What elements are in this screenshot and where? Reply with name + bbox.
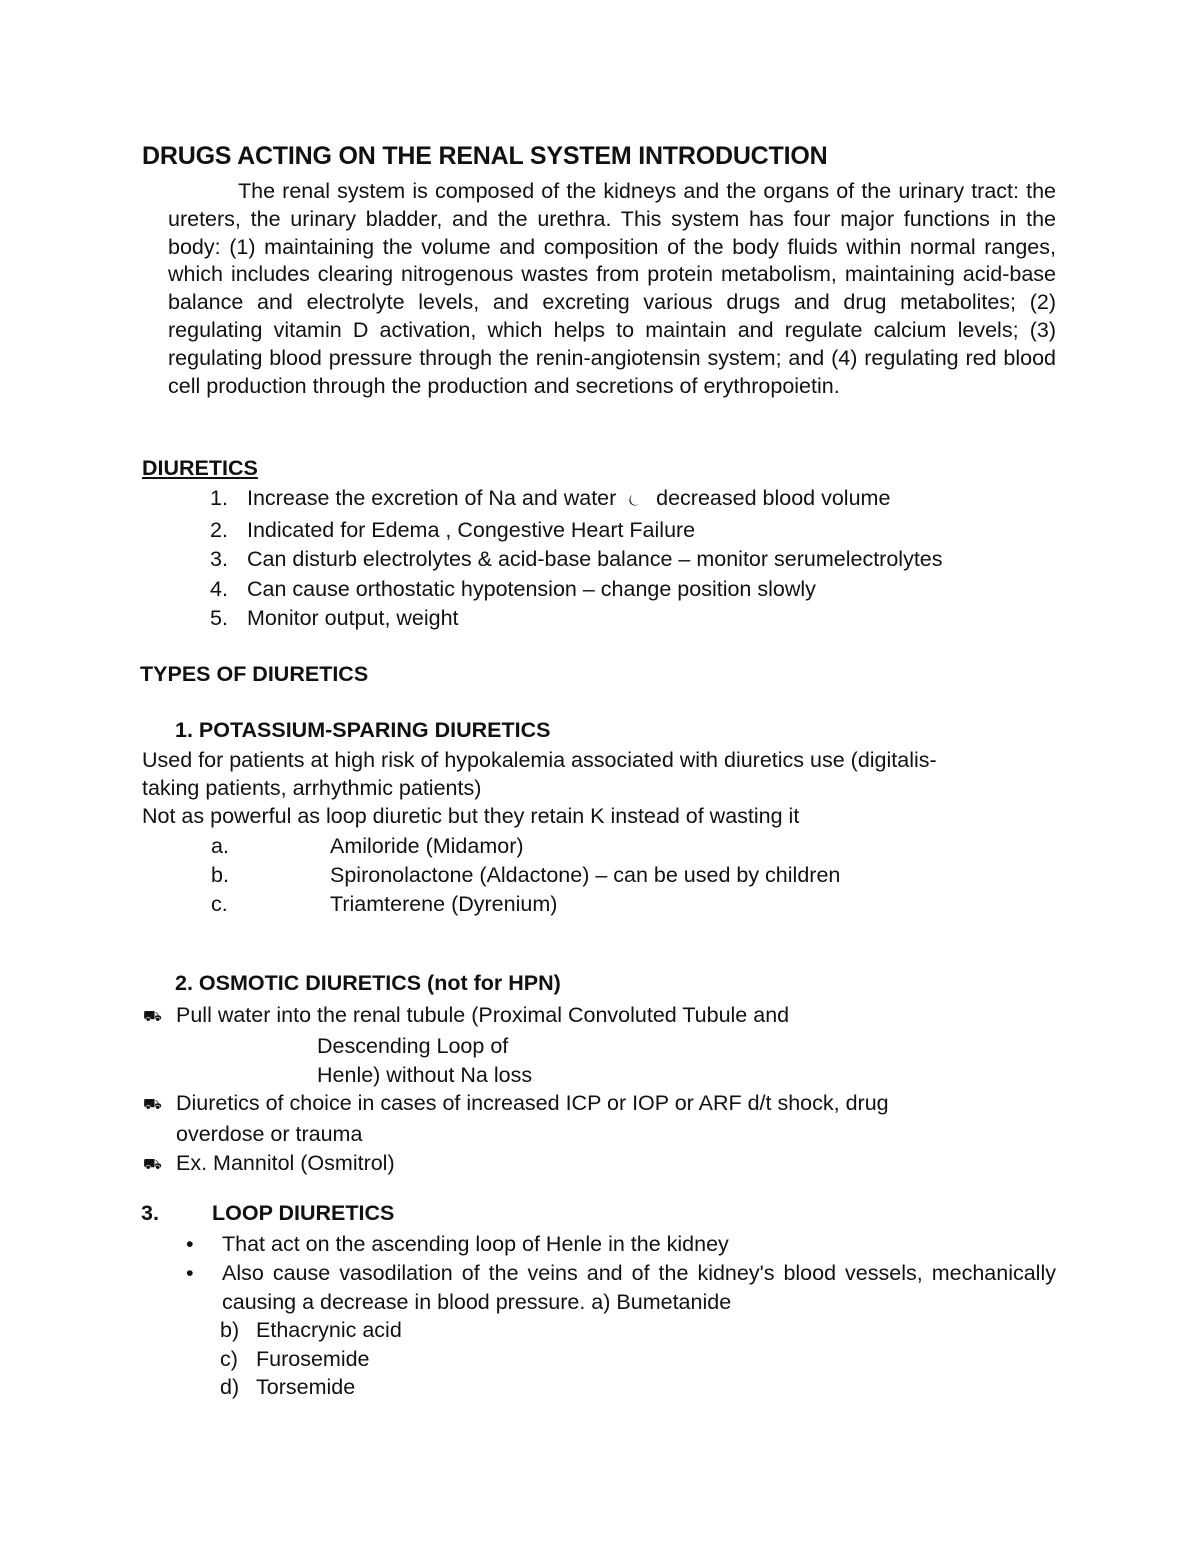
osmotic-bullet-list bbox=[143, 1001, 889, 1180]
item-number: 5. bbox=[210, 606, 228, 630]
list-item bbox=[143, 1001, 889, 1032]
item-text: Monitor output, weight bbox=[247, 606, 459, 630]
bullet-dot: • bbox=[186, 1260, 194, 1285]
item-text: Torsemide bbox=[256, 1375, 356, 1399]
item-letter: c. bbox=[211, 891, 228, 916]
item-text: Furosemide bbox=[256, 1346, 370, 1371]
types-heading: TYPES OF DIURETICS bbox=[140, 662, 369, 686]
item-letter: c) bbox=[220, 1346, 238, 1371]
list-item bbox=[184, 1259, 1056, 1317]
item-text: Ex. Mannitol (Osmitrol) bbox=[176, 1150, 395, 1175]
item-text: Diuretics of choice in cases of increased ICP or IOP or ARF d/t shock, drug bbox=[176, 1091, 889, 1116]
item-letter: b. bbox=[211, 862, 229, 887]
list-item bbox=[143, 1089, 889, 1120]
item-number: 1. bbox=[210, 486, 228, 510]
potassium-text-line: Used for patients at high risk of hypokalemia associated with diuretics use (digitalis- bbox=[142, 748, 937, 772]
bullet-dot: • bbox=[186, 1232, 194, 1256]
list-item bbox=[210, 484, 943, 516]
list-item bbox=[210, 604, 943, 634]
list-item-continuation bbox=[143, 1032, 889, 1061]
potassium-sparing-heading: 1. POTASSIUM-SPARING DIURETICS bbox=[175, 718, 551, 742]
list-item bbox=[184, 1230, 1056, 1259]
item-number: 3. bbox=[210, 547, 228, 571]
item-text: Can disturb electrolytes & acid-base balance – monitor serumelectrolytes bbox=[247, 547, 943, 571]
diuretics-heading: DIURETICS bbox=[142, 456, 258, 480]
list-item bbox=[220, 1345, 402, 1374]
list-item bbox=[211, 832, 840, 861]
item-text: Can cause orthostatic hypotension – change position slowly bbox=[247, 576, 816, 601]
item-text: Also cause vasodilation of the veins and of the kidney's blood vessels, mechanically causing a decrease in blood pressure. a) Bumetanide bbox=[222, 1260, 1056, 1314]
list-item bbox=[210, 575, 943, 605]
item-text: Indicated for Edema , Congestive Heart Failure bbox=[247, 517, 696, 542]
list-item bbox=[220, 1373, 402, 1402]
item-text: Spironolactone (Aldactone) – can be used by children bbox=[330, 862, 841, 887]
item-number: 2. bbox=[210, 517, 228, 542]
item-letter: d) bbox=[220, 1375, 240, 1399]
intro-paragraph: The renal system is composed of the kidneys and the organs of the urinary tract: the ureters, the urinary bladder, and the urethra. This system has four major functions in the body: (1) maintaining the volume and composition of the body fluids within normal ranges, which includes clearing nitrogenous wastes from protein metabolism, maintaining acid-base balance and electrolyte levels, and excreting various drugs and drug metabolites; (2) regulating vitamin D activation, which helps to maintain and regulate calcium levels; (3) regulating blood pressure through the renin-angiotensin system; and (4) regulating red blood cell production through the production and secretions of erythropoietin. bbox=[168, 179, 1056, 398]
potassium-text-line: taking patients, arrhythmic patients) bbox=[142, 776, 482, 800]
list-item-continuation bbox=[143, 1061, 889, 1090]
item-text: Henle) without Na loss bbox=[317, 1062, 533, 1087]
bullet-icon: ⛟ bbox=[143, 1008, 162, 1025]
potassium-drug-list bbox=[211, 832, 840, 918]
item-text: That act on the ascending loop of Henle in the kidney bbox=[222, 1232, 729, 1256]
list-item bbox=[210, 516, 943, 546]
item-text: Triamterene (Dyrenium) bbox=[330, 891, 558, 916]
list-item bbox=[143, 1149, 889, 1180]
item-text: Ethacrynic acid bbox=[256, 1318, 402, 1342]
item-text: Pull water into the renal tubule (Proximal Convoluted Tubule and bbox=[176, 1003, 790, 1027]
list-item bbox=[211, 890, 840, 919]
item-letter: b) bbox=[220, 1318, 240, 1342]
loop-heading: LOOP DIURETICS bbox=[212, 1201, 395, 1225]
item-letter: a. bbox=[211, 834, 229, 858]
list-item bbox=[210, 545, 943, 575]
osmotic-heading: 2. OSMOTIC DIURETICS (not for HPN) bbox=[175, 971, 561, 995]
loop-bullet-list bbox=[184, 1230, 1056, 1316]
loop-number: 3. bbox=[141, 1201, 159, 1225]
item-text: Amiloride (Midamor) bbox=[330, 834, 524, 858]
diuretics-list bbox=[210, 484, 943, 634]
list-item-continuation bbox=[143, 1120, 889, 1149]
list-item bbox=[220, 1316, 402, 1345]
potassium-text-line: Not as powerful as loop diuretic but they retain K instead of wasting it bbox=[142, 804, 800, 828]
item-number: 4. bbox=[210, 576, 228, 601]
bullet-icon: ⛟ bbox=[143, 1155, 162, 1173]
item-text: overdose or trauma bbox=[176, 1122, 363, 1147]
item-text: Descending Loop of bbox=[317, 1033, 509, 1058]
list-item bbox=[211, 861, 840, 890]
document-title: DRUGS ACTING ON THE RENAL SYSTEM INTRODUCTION bbox=[142, 142, 828, 170]
loop-drug-list bbox=[220, 1316, 402, 1402]
bullet-icon: ⛟ bbox=[143, 1096, 162, 1114]
item-text: Increase the excretion of Na and water ⏾ decreased blood volume bbox=[247, 484, 890, 516]
arrow-icon: ⏾ bbox=[628, 492, 641, 509]
